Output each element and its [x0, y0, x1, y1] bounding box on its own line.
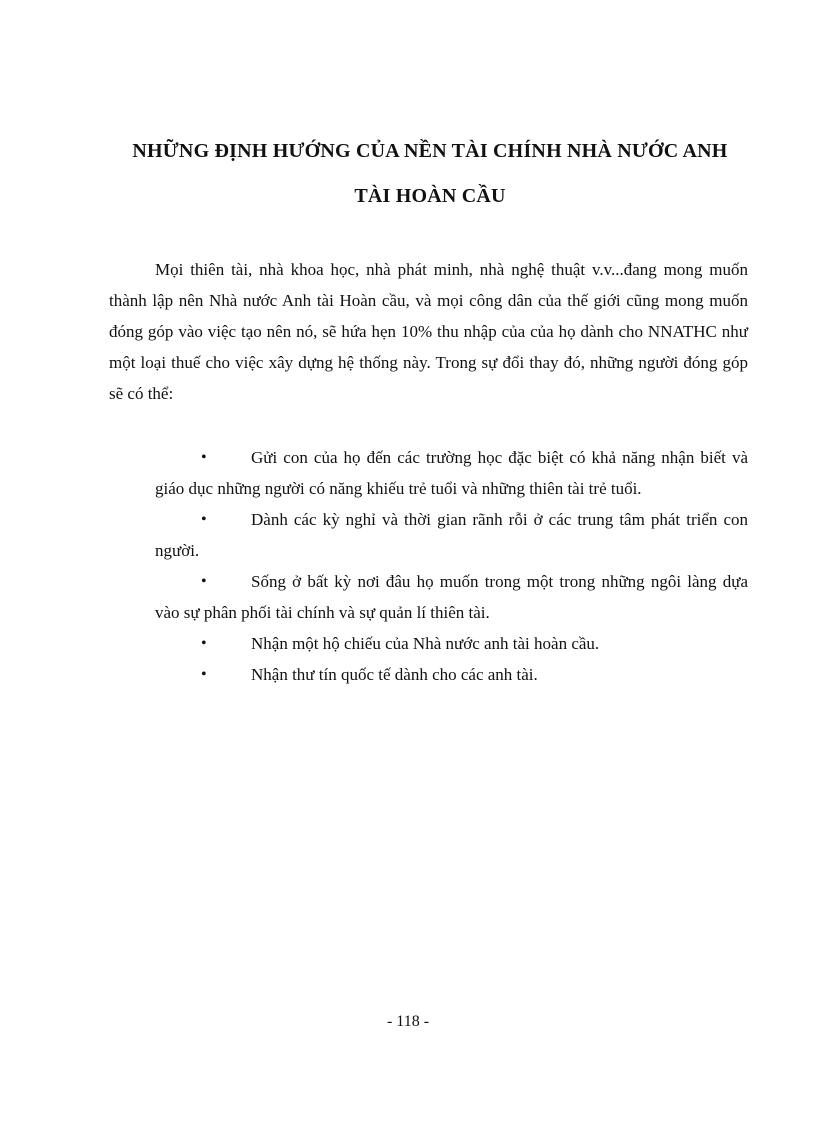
bullet-icon: • — [201, 635, 207, 652]
bullet-icon: • — [201, 573, 207, 590]
page-number: - 118 - — [386, 1013, 430, 1030]
list-item — [109, 504, 748, 566]
intro-paragraph: Mọi thiên tài, nhà khoa học, nhà phát minh, nhà nghệ thuật v.v...đang mong muốn thành lập nên Nhà nước Anh tài Hoàn cầu, và mọi công dân của thế giới cũng mong muốn đóng góp vào việc tạo nên nó, sẽ hứa hẹn 10% thu nhập của của họ dành cho NNATHC như một loại thuế cho việc xây dựng hệ thống này. Trong sự đổi thay đó, những người đóng góp sẽ có thể: — [109, 260, 748, 403]
list-item-text: Nhận một hộ chiếu của Nhà nước anh tài hoàn cầu. — [251, 634, 600, 653]
list-item-text: Nhận thư tín quốc tế dành cho các anh tài. — [251, 665, 538, 684]
bullet-icon: • — [201, 666, 207, 683]
list-item-text: Dành các kỳ nghỉ và thời gian rãnh rỗi ở các trung tâm phát triển con người. — [155, 510, 748, 560]
list-item-text: Sống ở bất kỳ nơi đâu họ muốn trong một trong những ngôi làng dựa vào sự phân phối tài chính và sự quản lí thiên tài. — [155, 572, 748, 622]
list-item-text: Gửi con của họ đến các trường học đặc biệt có khả năng nhận biết và giáo dục những người có năng khiếu trẻ tuổi và những thiên tài trẻ tuổi. — [155, 448, 748, 498]
benefits-list — [109, 442, 748, 690]
list-item — [109, 659, 748, 690]
bullet-icon: • — [201, 511, 207, 528]
list-item — [109, 628, 748, 659]
page-title-line-1: NHỮNG ĐỊNH HƯỚNG CỦA NỀN TÀI CHÍNH NHÀ NƯỚC ANH — [132, 140, 728, 162]
page-title-line-2: TÀI HOÀN CẦU — [354, 185, 506, 207]
bullet-icon: • — [201, 449, 207, 466]
list-item — [109, 442, 748, 504]
list-item — [109, 566, 748, 628]
